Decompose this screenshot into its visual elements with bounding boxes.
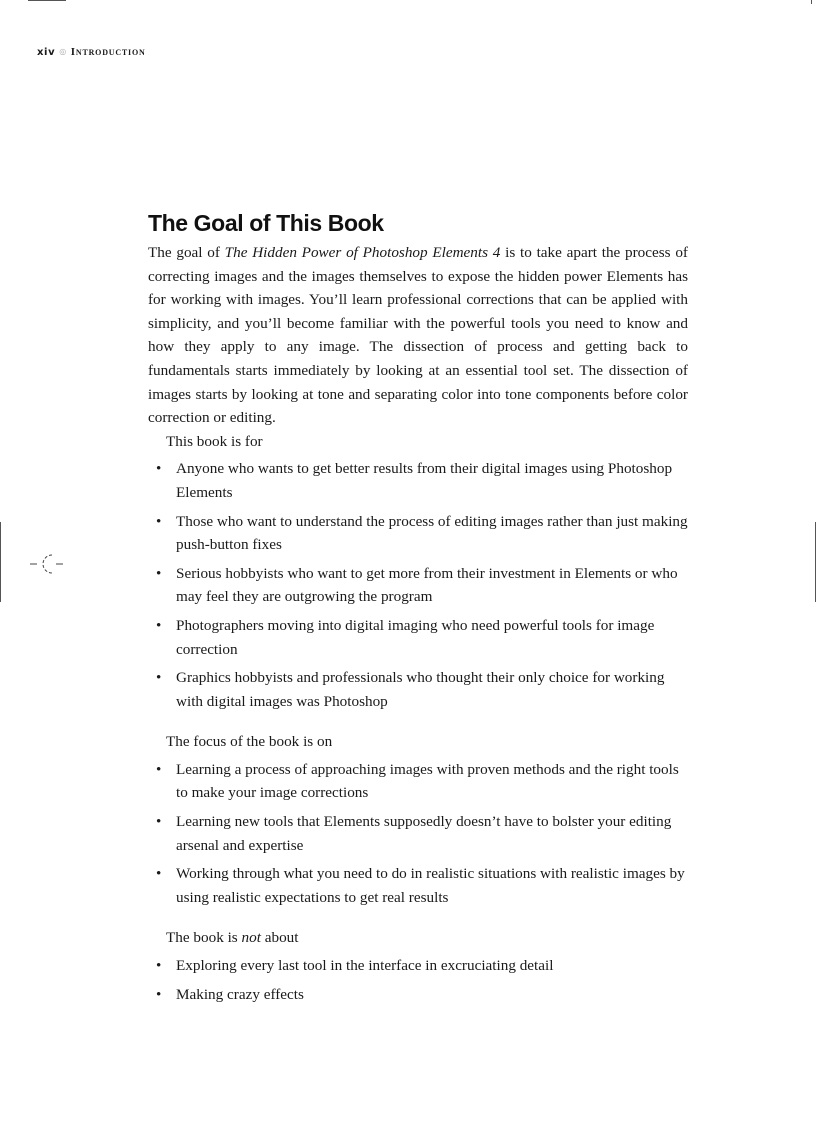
intro-pre: The goal of (148, 244, 225, 261)
book-title: The Hidden Power of Photoshop Elements 4 (224, 244, 501, 261)
not-emphasis: not (241, 929, 261, 947)
list-item: • Learning new tools that Elements supposedly doesn’t have to bolster your editing arsenal and expertise (148, 810, 688, 857)
not-list (148, 954, 688, 1006)
bullet: • (156, 957, 162, 975)
bullet: • (156, 813, 162, 831)
list-item: • Those who want to understand the process of editing images rather than just making push-button fixes (148, 510, 688, 557)
crop-mark-top-right (811, 0, 812, 4)
crop-mark-top-left (28, 0, 66, 1)
bullet: • (156, 985, 162, 1003)
list-item: • Exploring every last tool in the interface in excruciating detail (148, 954, 688, 978)
list-item: • Photographers moving into digital imaging who need powerful tools for image correction (148, 614, 688, 661)
page-heading: The Goal of This Book (148, 210, 384, 236)
focus-lead: The focus of the book is on (166, 733, 333, 751)
crop-mark-left (0, 522, 1, 602)
list-item: • Graphics hobbyists and professionals who thought their only choice for working with digital images was Photoshop (148, 666, 688, 713)
separator-icon: ◎ (59, 47, 67, 56)
bullet: • (156, 865, 162, 883)
bullet: • (156, 564, 162, 582)
page-content (148, 207, 688, 1011)
bullet: • (156, 669, 162, 687)
section-title: Introduction (70, 46, 146, 58)
bullet: • (156, 760, 162, 778)
list-item: • Learning a process of approaching images with proven methods and the right tools to make your image corrections (148, 758, 688, 805)
list-item: • Making crazy effects (148, 983, 688, 1007)
intro-post: is to take apart the process of correcting images and the images themselves to expose the hidden power Elements has for working with images. You’ll learn professional corrections that can be applied with simplicity, and you’ll become familiar with the powerful tools you need to know and how they apply to any image. The dissection of process and getting back to fundamentals starts immediately by looking at an essential tool set. The dissection of images starts by looking at tone and separating color into tone components before color correction or editing. (148, 244, 688, 427)
page-number: xiv (37, 47, 56, 58)
intro-paragraph (148, 241, 688, 430)
registration-mark-icon (28, 552, 68, 576)
focus-list (148, 758, 688, 910)
list-item: • Serious hobbyists who want to get more from their investment in Elements or who may feel they are outgrowing the program (148, 562, 688, 609)
list-item: • Anyone who wants to get better results from their digital images using Photoshop Elements (148, 457, 688, 504)
bullet: • (156, 460, 162, 478)
list-item: • Working through what you need to do in realistic situations with realistic images by using realistic expectations to get real results (148, 862, 688, 909)
bullet: • (156, 512, 162, 530)
running-head (37, 46, 146, 58)
bullet: • (156, 616, 162, 634)
not-lead: The book is not about (166, 929, 299, 947)
for-list (148, 457, 688, 713)
for-lead: This book is for (166, 432, 263, 450)
